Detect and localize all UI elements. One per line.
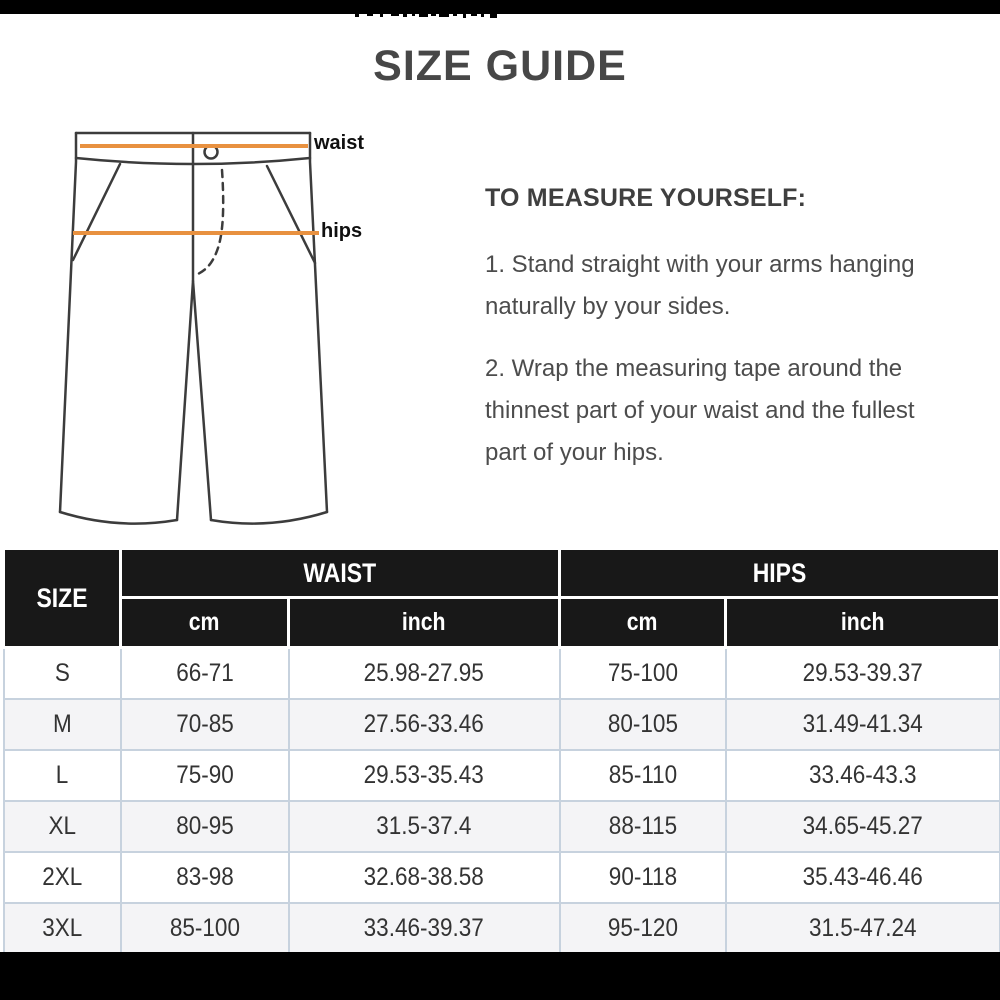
size-cell: XL	[4, 801, 121, 852]
step-line: thinnest part of your waist and the fullest	[485, 397, 915, 424]
measure-step-2	[485, 348, 985, 474]
hips-cm-cell: 88-115	[560, 801, 726, 852]
size-cell: L	[4, 750, 121, 801]
table-row-3xl	[4, 903, 1000, 954]
hips-inch-cell: 34.65-45.27	[726, 801, 1000, 852]
hips-group-header: HIPS	[560, 549, 1000, 598]
hips-inch-cell: 31.5-47.24	[726, 903, 1000, 954]
waist-cm-cell: 85-100	[121, 903, 289, 954]
size-cell: 3XL	[4, 903, 121, 954]
measure-instructions	[485, 184, 985, 474]
waist-inch-cell: 27.56-33.46	[289, 699, 560, 750]
waist-label: waist	[314, 132, 365, 154]
waist-group-header: WAIST	[121, 549, 560, 598]
hips-cm-cell: 95-120	[560, 903, 726, 954]
hips-cm-header: cm	[560, 598, 726, 648]
step-line: part of your hips.	[485, 439, 664, 466]
hips-label: hips	[321, 220, 363, 242]
bottom-crop-bar	[0, 952, 1000, 1000]
step-line: naturally by your sides.	[485, 293, 731, 320]
measure-step-1	[485, 244, 985, 328]
pants-diagram	[40, 120, 400, 540]
waist-inch-cell: 33.46-39.37	[289, 903, 560, 954]
waist-cm-cell: 66-71	[121, 648, 289, 699]
waist-inch-header: inch	[289, 598, 560, 648]
hips-inch-header: inch	[726, 598, 1000, 648]
hips-cm-cell: 85-110	[560, 750, 726, 801]
page-title: SIZE GUIDE	[373, 42, 627, 90]
table-row-s	[4, 648, 1000, 699]
waist-cm-header: cm	[121, 598, 289, 648]
size-column-header: SIZE	[4, 549, 121, 648]
waist-cm-cell: 75-90	[121, 750, 289, 801]
table-row-2xl	[4, 852, 1000, 903]
size-cell: S	[4, 648, 121, 699]
waist-cm-cell: 70-85	[121, 699, 289, 750]
top-crop-bar	[0, 0, 1000, 14]
table-row-xl	[4, 801, 1000, 852]
measurement-lines	[73, 146, 319, 233]
measure-heading: TO MEASURE YOURSELF:	[485, 184, 807, 212]
step-line: 1. Stand straight with your arms hanging	[485, 251, 915, 278]
table-row-l	[4, 750, 1000, 801]
waist-inch-cell: 25.98-27.95	[289, 648, 560, 699]
hips-cm-cell: 90-118	[560, 852, 726, 903]
hips-inch-cell: 35.43-46.46	[726, 852, 1000, 903]
waist-inch-cell: 32.68-38.58	[289, 852, 560, 903]
size-table	[2, 547, 1000, 955]
hips-inch-cell: 33.46-43.3	[726, 750, 1000, 801]
waist-cm-cell: 83-98	[121, 852, 289, 903]
step-line: 2. Wrap the measuring tape around the	[485, 355, 903, 382]
size-cell: M	[4, 699, 121, 750]
hips-cm-cell: 75-100	[560, 648, 726, 699]
pants-drawing	[40, 120, 400, 540]
waist-inch-cell: 29.53-35.43	[289, 750, 560, 801]
size-cell: 2XL	[4, 852, 121, 903]
waist-cm-cell: 80-95	[121, 801, 289, 852]
hips-cm-cell: 80-105	[560, 699, 726, 750]
hips-inch-cell: 31.49-41.34	[726, 699, 1000, 750]
table-row-m	[4, 699, 1000, 750]
waist-inch-cell: 31.5-37.4	[289, 801, 560, 852]
hips-inch-cell: 29.53-39.37	[726, 648, 1000, 699]
